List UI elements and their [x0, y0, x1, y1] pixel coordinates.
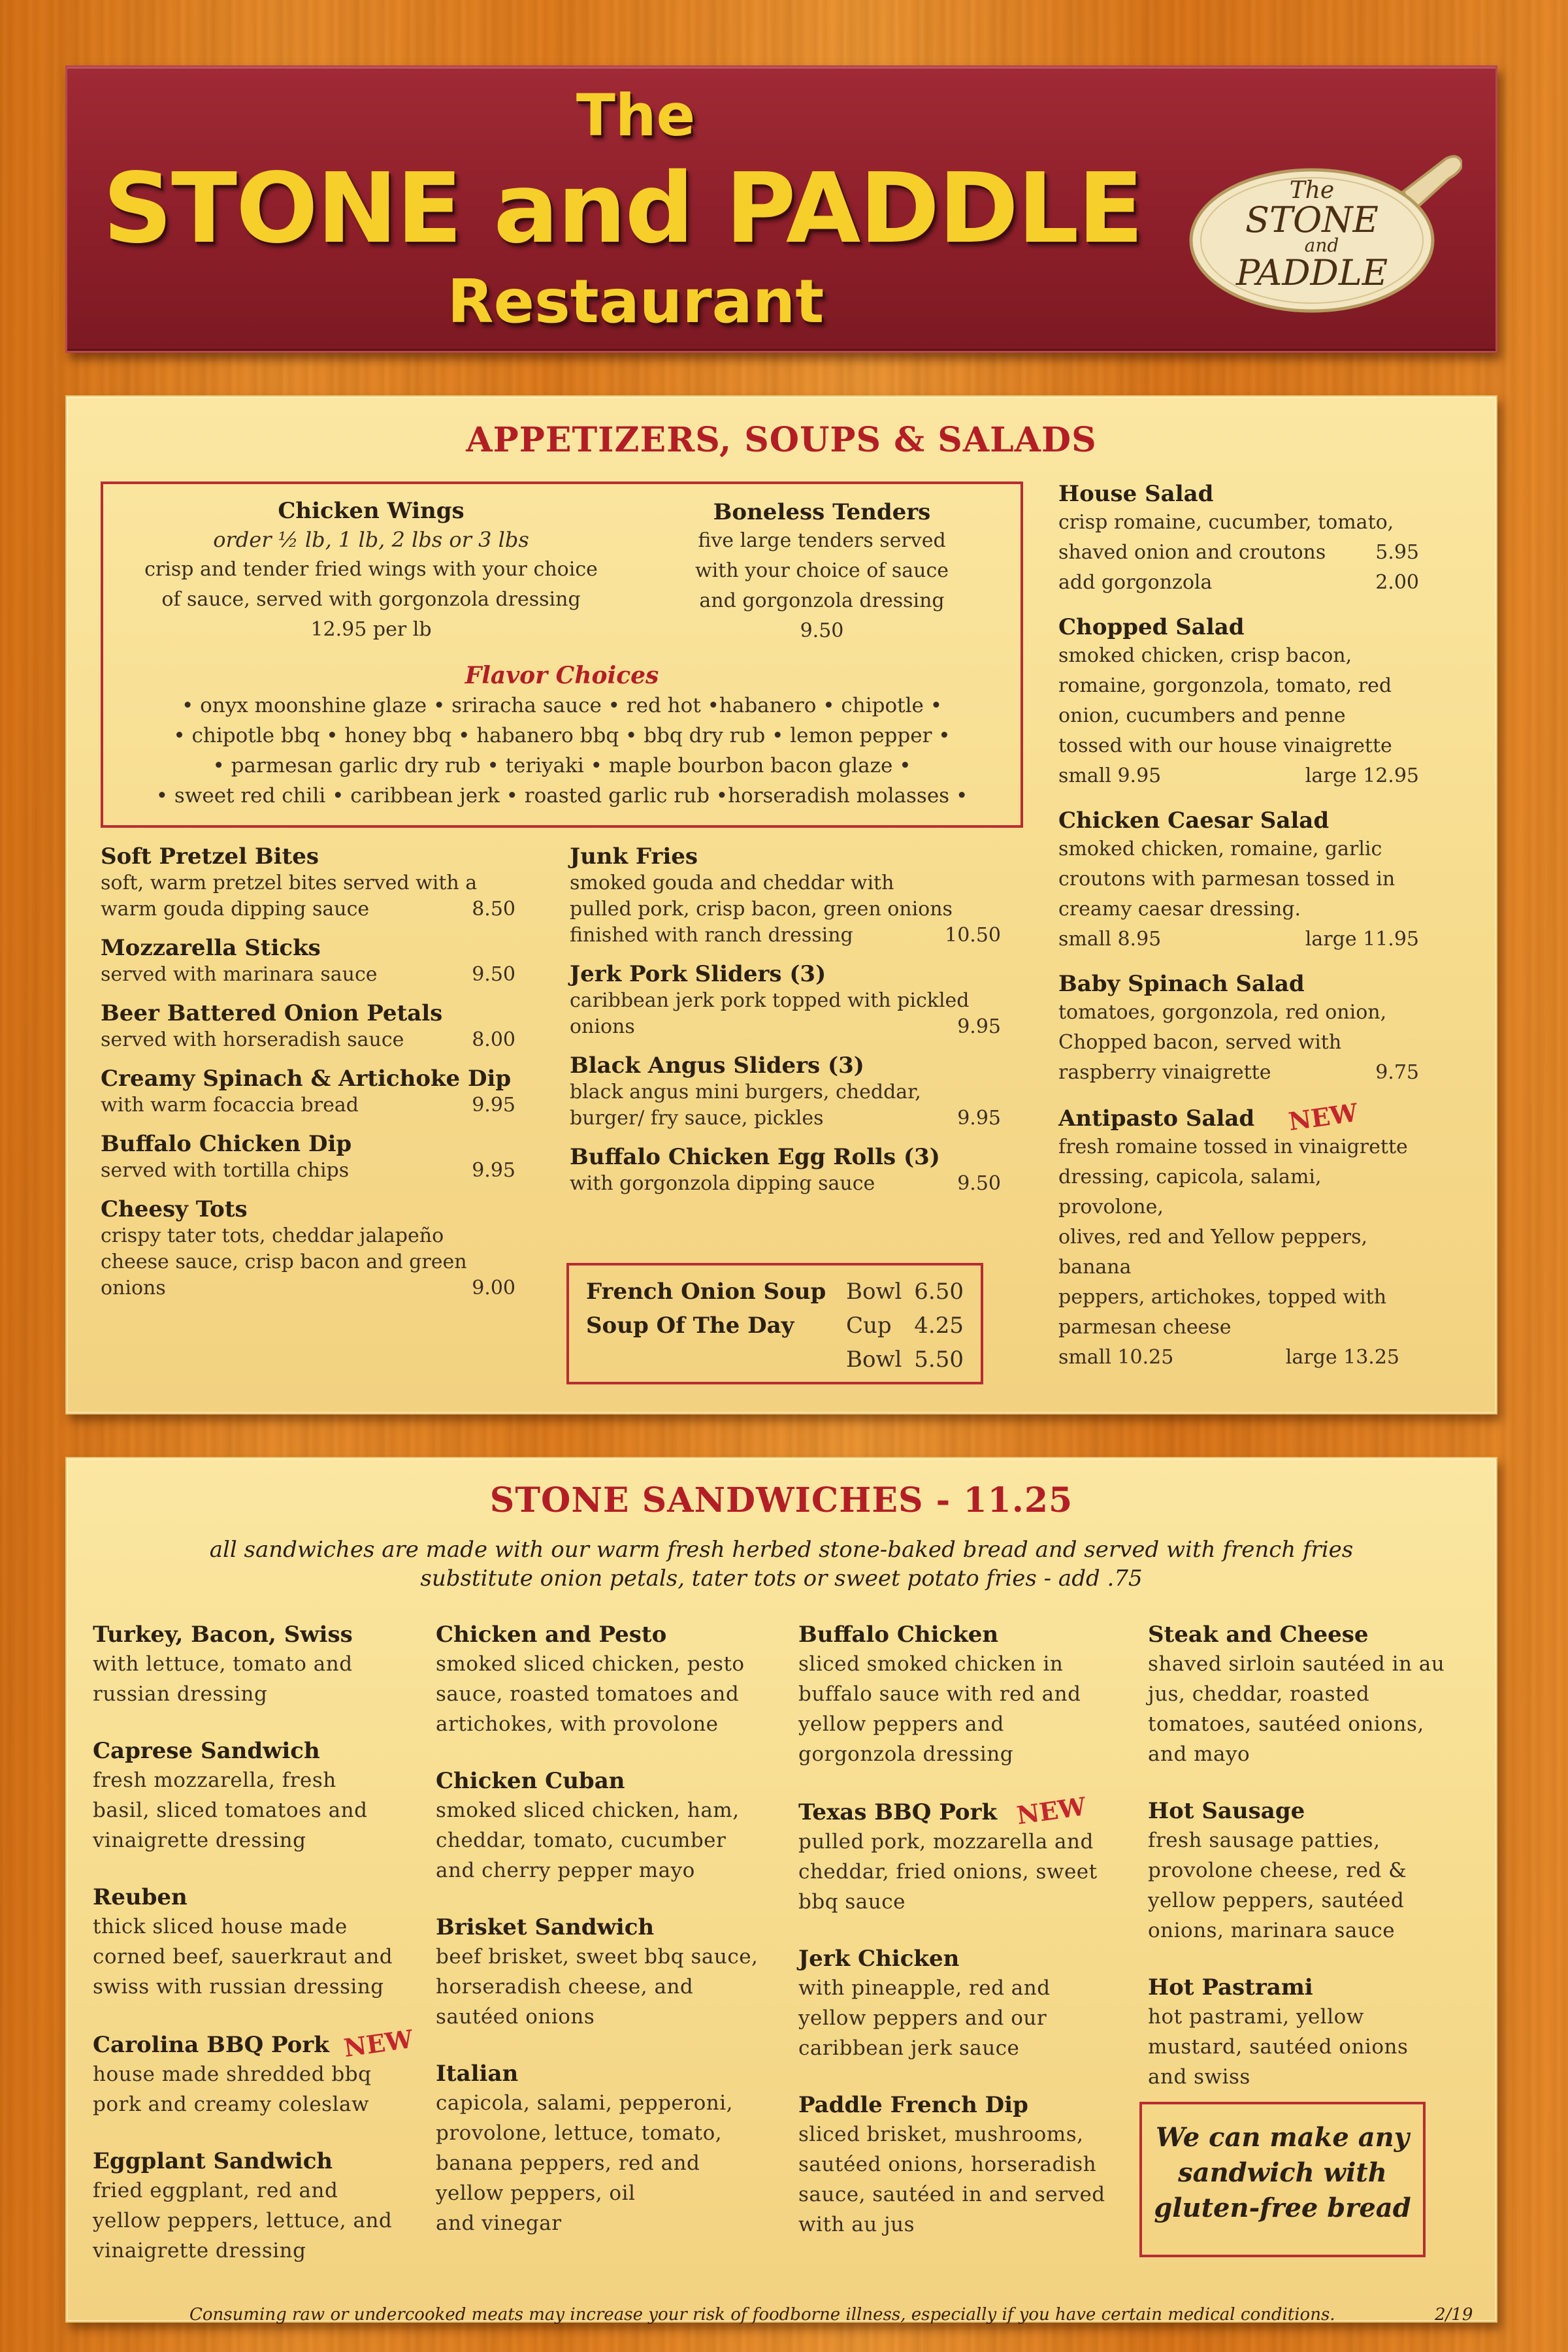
item-desc: onions	[101, 1277, 166, 1299]
item-desc: artichokes, with provolone	[436, 1712, 719, 1736]
soup-french-onion: French Onion Soup	[586, 1279, 826, 1305]
item-desc: gorgonzola dressing	[798, 1742, 1014, 1766]
item-desc: cheddar, fried onions, sweet	[798, 1860, 1098, 1884]
item-price: small 9.95	[1058, 764, 1162, 787]
item-price: 9.50	[472, 963, 515, 986]
item-price: large 11.95	[1305, 928, 1419, 951]
item-name: Buffalo Chicken Dip	[101, 1131, 352, 1157]
item-desc: vinaigrette dressing	[93, 2239, 306, 2262]
item-name: Baby Spinach Salad	[1058, 971, 1305, 997]
item-price: 5.95	[1375, 541, 1419, 564]
item-desc: warm gouda dipping sauce	[101, 898, 370, 921]
appetizers-panel	[65, 395, 1497, 1414]
tenders-desc-3: and gorgonzola dressing	[699, 589, 945, 612]
item-desc: cheese sauce, crisp bacon and green	[101, 1250, 467, 1273]
item-name: Mozzarella Sticks	[101, 935, 321, 961]
soup-price: 6.50	[914, 1279, 964, 1305]
item-desc: fresh sausage patties,	[1148, 1829, 1380, 1852]
item-price: 9.50	[957, 1172, 1001, 1195]
item-desc: onions, marinara sauce	[1148, 1919, 1396, 1942]
item-desc: onions	[570, 1015, 635, 1038]
tenders-block	[691, 498, 953, 646]
item-price: 9.95	[957, 1015, 1001, 1038]
item-desc: finished with ranch dressing	[570, 924, 853, 947]
flavor-title: Flavor Choices	[465, 662, 659, 689]
item-desc: and mayo	[1148, 1742, 1250, 1766]
item-price: 10.50	[945, 924, 1001, 947]
sandwich-italian	[436, 2059, 782, 2238]
item-desc: smoked chicken, romaine, garlic	[1058, 838, 1382, 860]
item-price: 9.00	[472, 1277, 515, 1299]
menu-item-cheesy-tots	[101, 1196, 515, 1301]
item-desc: vinaigrette dressing	[93, 1829, 306, 1852]
item-desc: shaved onion and croutons	[1058, 541, 1326, 564]
item-desc: croutons with parmesan tossed in	[1058, 868, 1396, 890]
item-desc: sautéed onions	[436, 2005, 595, 2029]
item-desc: basil, sliced tomatoes and	[93, 1799, 368, 1822]
sandwich-brisket	[436, 1913, 782, 2032]
soup-of-the-day: Soup Of The Day	[586, 1313, 794, 1339]
item-name: Hot Pastrami	[1148, 1974, 1313, 2001]
menu-item-mozzarella	[101, 934, 515, 988]
new-badge: NEW	[1286, 1097, 1360, 1137]
item-desc: served with marinara sauce	[101, 963, 378, 986]
item-desc: sauce, sautéed in and served	[798, 2183, 1105, 2206]
menu-item-caesar-salad	[1058, 807, 1419, 955]
item-desc: tossed with our house vinaigrette	[1058, 734, 1392, 757]
item-desc: and cherry pepper mayo	[436, 1859, 695, 1882]
item-desc: yellow peppers and our	[798, 2006, 1047, 2030]
banner-the: The	[576, 82, 696, 149]
item-desc: mustard, sautéed onions	[1148, 2035, 1409, 2059]
logo-and: and	[1304, 235, 1339, 256]
gluten-free-line-1: We can make any	[1156, 2122, 1409, 2153]
item-desc: add gorgonzola	[1058, 571, 1213, 594]
item-name: Soft Pretzel Bites	[101, 843, 319, 870]
item-desc: onion, cucumbers and penne	[1058, 704, 1346, 727]
item-desc: caribbean jerk sauce	[798, 2036, 1020, 2060]
item-name: Turkey, Bacon, Swiss	[93, 1622, 353, 1648]
item-desc: smoked sliced chicken, pesto	[436, 1652, 745, 1676]
item-name: Buffalo Chicken	[798, 1622, 999, 1648]
sandwich-caprese	[93, 1737, 419, 1855]
sandwich-hot-pastrami	[1148, 1973, 1475, 2092]
item-desc: smoked sliced chicken, ham,	[436, 1799, 740, 1822]
sandwich-chicken-pesto	[436, 1620, 782, 1739]
footer	[0, 2300, 1568, 2332]
logo-paddle: PADDLE	[1235, 252, 1388, 293]
item-name: Beer Battered Onion Petals	[101, 1000, 443, 1026]
item-desc: tomatoes, sautéed onions,	[1148, 1712, 1424, 1736]
item-desc: sliced brisket, mushrooms,	[798, 2123, 1084, 2146]
gluten-free-line-3: gluten-free bread	[1154, 2193, 1411, 2223]
item-desc: provolone, lettuce, tomato,	[436, 2121, 723, 2145]
item-name: Hot Sausage	[1148, 1798, 1305, 1824]
item-desc: cheddar, tomato, cucumber	[436, 1829, 727, 1852]
sandwich-texas-bbq	[798, 1791, 1138, 1917]
item-name: Steak and Cheese	[1148, 1622, 1369, 1648]
item-name: Chicken Caesar Salad	[1058, 808, 1330, 834]
item-name: Paddle French Dip	[798, 2092, 1028, 2118]
menu-item-chopped-salad	[1058, 613, 1419, 791]
item-desc: buffalo sauce with red and	[798, 1682, 1081, 1706]
sandwich-chicken-cuban	[436, 1767, 782, 1886]
item-desc: smoked chicken, crisp bacon,	[1058, 644, 1352, 667]
appetizers-title: APPETIZERS, SOUPS & SALADS	[466, 420, 1097, 460]
item-desc: horseradish cheese, and	[436, 1975, 694, 1999]
item-desc: sliced smoked chicken in	[798, 1652, 1064, 1676]
tenders-name: Boneless Tenders	[713, 499, 931, 525]
item-desc: yellow peppers and	[798, 1712, 1004, 1736]
logo-the: The	[1289, 177, 1335, 204]
item-desc: and swiss	[1148, 2065, 1250, 2089]
item-desc: pulled pork, mozzarella and	[798, 1830, 1094, 1854]
item-price: small 10.25	[1058, 1346, 1174, 1369]
item-desc: black angus mini burgers, cheddar,	[570, 1081, 921, 1103]
soup-price: 4.25	[914, 1313, 964, 1339]
item-desc: jus, cheddar, roasted	[1148, 1682, 1370, 1706]
item-desc: pulled pork, crisp bacon, green onions	[570, 898, 953, 921]
item-desc: hot pastrami, yellow	[1148, 2005, 1364, 2029]
item-name: Texas BBQ Pork	[798, 1799, 998, 1825]
item-desc: yellow peppers, lettuce, and	[93, 2209, 393, 2232]
paddle-logo-icon	[1188, 152, 1462, 316]
item-name: Eggplant Sandwich	[93, 2148, 333, 2174]
sandwich-hot-sausage	[1148, 1797, 1475, 1946]
sandwich-steak-cheese	[1148, 1620, 1475, 1769]
gluten-free-line-2: sandwich with	[1178, 2157, 1387, 2188]
item-desc: swiss with russian dressing	[93, 1975, 384, 1999]
menu-item-egg-rolls	[570, 1143, 1001, 1197]
sandwich-paddle-french-dip	[798, 2091, 1138, 2240]
item-desc: sautéed onions, horseradish	[798, 2153, 1097, 2176]
soup-size: Bowl	[846, 1347, 902, 1373]
sandwiches-subtitle	[67, 1535, 1496, 1593]
item-desc: parmesan cheese	[1058, 1316, 1232, 1339]
new-badge: NEW	[1015, 1791, 1088, 1831]
sandwich-column-1	[93, 1620, 419, 2266]
item-desc: crispy tater tots, cheddar jalapeño	[101, 1224, 444, 1247]
item-name: Chicken and Pesto	[436, 1622, 667, 1648]
item-price: 9.75	[1375, 1061, 1419, 1084]
item-desc: served with tortilla chips	[101, 1159, 350, 1182]
item-name: Jerk Chicken	[798, 1946, 960, 1972]
wings-order: order ½ lb, 1 lb, 2 lbs or 3 lbs	[213, 527, 529, 552]
item-name: Chicken Cuban	[436, 1768, 625, 1794]
item-desc: romaine, gorgonzola, tomato, red	[1058, 674, 1392, 697]
item-desc: bbq sauce	[798, 1890, 906, 1914]
new-badge: NEW	[342, 2023, 415, 2063]
gluten-free-box	[1139, 2102, 1426, 2257]
salads-column	[1058, 480, 1419, 1373]
item-desc: tomatoes, gorgonzola, red onion,	[1058, 1001, 1387, 1024]
item-desc: with gorgonzola dipping sauce	[570, 1172, 875, 1195]
item-desc: served with horseradish sauce	[101, 1028, 404, 1051]
menu-item-angus-sliders	[570, 1052, 1001, 1132]
item-price: 9.95	[957, 1107, 1001, 1130]
sandwich-eggplant	[93, 2147, 419, 2266]
item-name: Black Angus Sliders (3)	[570, 1053, 864, 1079]
item-name: Antipasto Salad	[1058, 1105, 1255, 1132]
item-name: Buffalo Chicken Egg Rolls (3)	[570, 1144, 940, 1170]
foodborne-warning: Consuming raw or undercooked meats may increase your risk of foodborne illness, especially if you have certain medical conditions.	[189, 2305, 1335, 2325]
item-desc: with au jus	[798, 2213, 915, 2236]
sandwich-turkey	[93, 1620, 419, 1709]
item-name: Junk Fries	[570, 843, 698, 870]
wings-desc-2: of sauce, served with gorgonzola dressing	[161, 588, 581, 611]
item-desc: fresh mozzarella, fresh	[93, 1769, 336, 1792]
sandwiches-title: STONE SANDWICHES - 11.25	[489, 1480, 1073, 1520]
menu-item-house-salad	[1058, 480, 1419, 598]
item-desc: caribbean jerk pork topped with pickled	[570, 989, 970, 1012]
item-price: 9.95	[472, 1094, 515, 1117]
item-desc: provolone cheese, red &	[1148, 1859, 1407, 1882]
item-desc: yellow peppers, sautéed	[1148, 1889, 1405, 1912]
menu-item-junk-fries	[570, 843, 1001, 949]
flavor-line-4: • sweet red chili • caribbean jerk • roasted garlic rub •horseradish molasses •	[155, 784, 968, 808]
logo-stone: STONE	[1245, 199, 1379, 240]
item-desc: banana peppers, red and	[436, 2151, 700, 2175]
item-price: 9.95	[472, 1159, 515, 1182]
item-price: 8.00	[472, 1028, 515, 1051]
item-desc: beef brisket, sweet bbq sauce,	[436, 1945, 759, 1968]
appetizers-middle-column	[570, 843, 1001, 1197]
item-name: Chopped Salad	[1058, 614, 1245, 640]
menu-date: 2/19	[1435, 2305, 1473, 2325]
item-name: Brisket Sandwich	[436, 1914, 655, 1940]
item-desc: capicola, salami, pepperoni,	[436, 2091, 733, 2115]
menu-item-onion-petals	[101, 1000, 515, 1053]
item-name: Reuben	[93, 1884, 188, 1910]
item-name: House Salad	[1058, 481, 1214, 507]
restaurant-name: STONE and PADDLE	[103, 152, 1143, 265]
sandwiches-panel	[65, 1457, 1497, 2323]
item-desc: fresh romaine tossed in vinaigrette	[1058, 1135, 1408, 1158]
item-name: Jerk Pork Sliders (3)	[570, 961, 826, 987]
item-desc: sauce, roasted tomatoes and	[436, 1682, 740, 1706]
flavor-choices	[103, 661, 1021, 811]
item-desc: russian dressing	[93, 1682, 268, 1706]
sandwich-column-2	[436, 1620, 782, 2238]
item-name: Cheesy Tots	[101, 1196, 248, 1222]
menu-item-jerk-sliders	[570, 960, 1001, 1040]
item-desc: dressing, capicola, salami, provolone,	[1058, 1166, 1322, 1218]
menu-item-antipasto-salad	[1058, 1097, 1419, 1373]
soup-box	[566, 1263, 983, 1384]
item-desc: peppers, artichokes, topped with	[1058, 1286, 1387, 1309]
item-desc: olives, red and Yellow peppers, banana	[1058, 1226, 1368, 1279]
item-desc: yellow peppers, oil	[436, 2181, 636, 2205]
menu-item-spinach-dip	[101, 1065, 515, 1119]
menu-item-pretzel	[101, 843, 515, 923]
item-desc: with warm focaccia bread	[101, 1094, 359, 1117]
item-desc: smoked gouda and cheddar with	[570, 872, 894, 894]
banner-restaurant: Restaurant	[447, 267, 825, 336]
sandwich-jerk-chicken	[798, 1944, 1138, 2063]
sandwich-reuben	[93, 1883, 419, 2002]
menu-item-spinach-salad	[1058, 970, 1419, 1088]
soup-size: Bowl	[846, 1279, 902, 1305]
appetizers-left-column	[101, 843, 515, 1301]
item-desc: soft, warm pretzel bites served with a	[101, 872, 478, 894]
item-desc: with pineapple, red and	[798, 1976, 1051, 2000]
sandwiches-subtitle-2: substitute onion petals, tater tots or sweet potato fries - add .75	[420, 1565, 1143, 1592]
sandwich-column-4	[1148, 1620, 1475, 2092]
item-price: large 13.25	[1285, 1346, 1399, 1369]
item-desc: corned beef, sauerkraut and	[93, 1945, 393, 1968]
item-desc: creamy caesar dressing.	[1058, 898, 1301, 921]
tenders-desc-1: five large tenders served	[698, 529, 946, 552]
item-desc: burger/ fry sauce, pickles	[570, 1107, 824, 1130]
item-desc: house made shredded bbq	[93, 2063, 372, 2086]
soup-size: Cup	[846, 1313, 892, 1339]
sandwich-buffalo-chicken	[798, 1620, 1138, 1769]
sandwich-carolina-bbq	[93, 2023, 419, 2119]
item-desc: Chopped bacon, served with	[1058, 1031, 1342, 1054]
flavor-line-1: • onyx moonshine glaze • sriracha sauce • red hot •habanero • chipotle •	[181, 694, 943, 717]
tenders-price: 9.50	[800, 619, 844, 642]
flavor-line-2: • chipotle bbq • honey bbq • habanero bbq • bbq dry rub • lemon pepper •	[173, 724, 951, 747]
item-price: 2.00	[1375, 571, 1419, 594]
item-desc: and vinegar	[436, 2212, 562, 2235]
wings-box	[101, 482, 1023, 828]
tenders-desc-2: with your choice of sauce	[694, 559, 949, 582]
wings-name: Chicken Wings	[278, 498, 465, 524]
item-desc: pork and creamy coleslaw	[93, 2093, 370, 2116]
item-desc: with lettuce, tomato and	[93, 1652, 353, 1676]
item-name: Italian	[436, 2061, 519, 2087]
item-name: Caprese Sandwich	[93, 1738, 320, 1764]
wings-block	[116, 497, 626, 645]
item-desc: crisp romaine, cucumber, tomato,	[1058, 511, 1394, 534]
item-desc: fried eggplant, red and	[93, 2179, 338, 2202]
soup-price: 5.50	[914, 1347, 964, 1373]
sandwich-column-3	[798, 1620, 1138, 2240]
item-desc: raspberry vinaigrette	[1058, 1061, 1271, 1084]
item-name: Carolina BBQ Pork	[93, 2032, 329, 2058]
item-price: small 8.95	[1058, 928, 1162, 951]
item-price: 8.50	[472, 898, 515, 921]
item-name: Creamy Spinach & Artichoke Dip	[101, 1066, 512, 1092]
item-desc: shaved sirloin sautéed in au	[1148, 1652, 1445, 1676]
item-desc: thick sliced house made	[93, 1915, 348, 1938]
wings-price: 12.95 per lb	[310, 618, 432, 641]
sandwiches-subtitle-1: all sandwiches are made with our warm fresh herbed stone-baked bread and served with french fries	[209, 1537, 1354, 1563]
menu-item-buffalo-dip	[101, 1130, 515, 1184]
restaurant-banner	[65, 65, 1497, 353]
flavor-line-3: • parmesan garlic dry rub • teriyaki • maple bourbon bacon glaze •	[212, 754, 911, 777]
item-price: large 12.95	[1305, 764, 1419, 787]
wings-desc-1: crisp and tender fried wings with your choice	[144, 558, 598, 581]
